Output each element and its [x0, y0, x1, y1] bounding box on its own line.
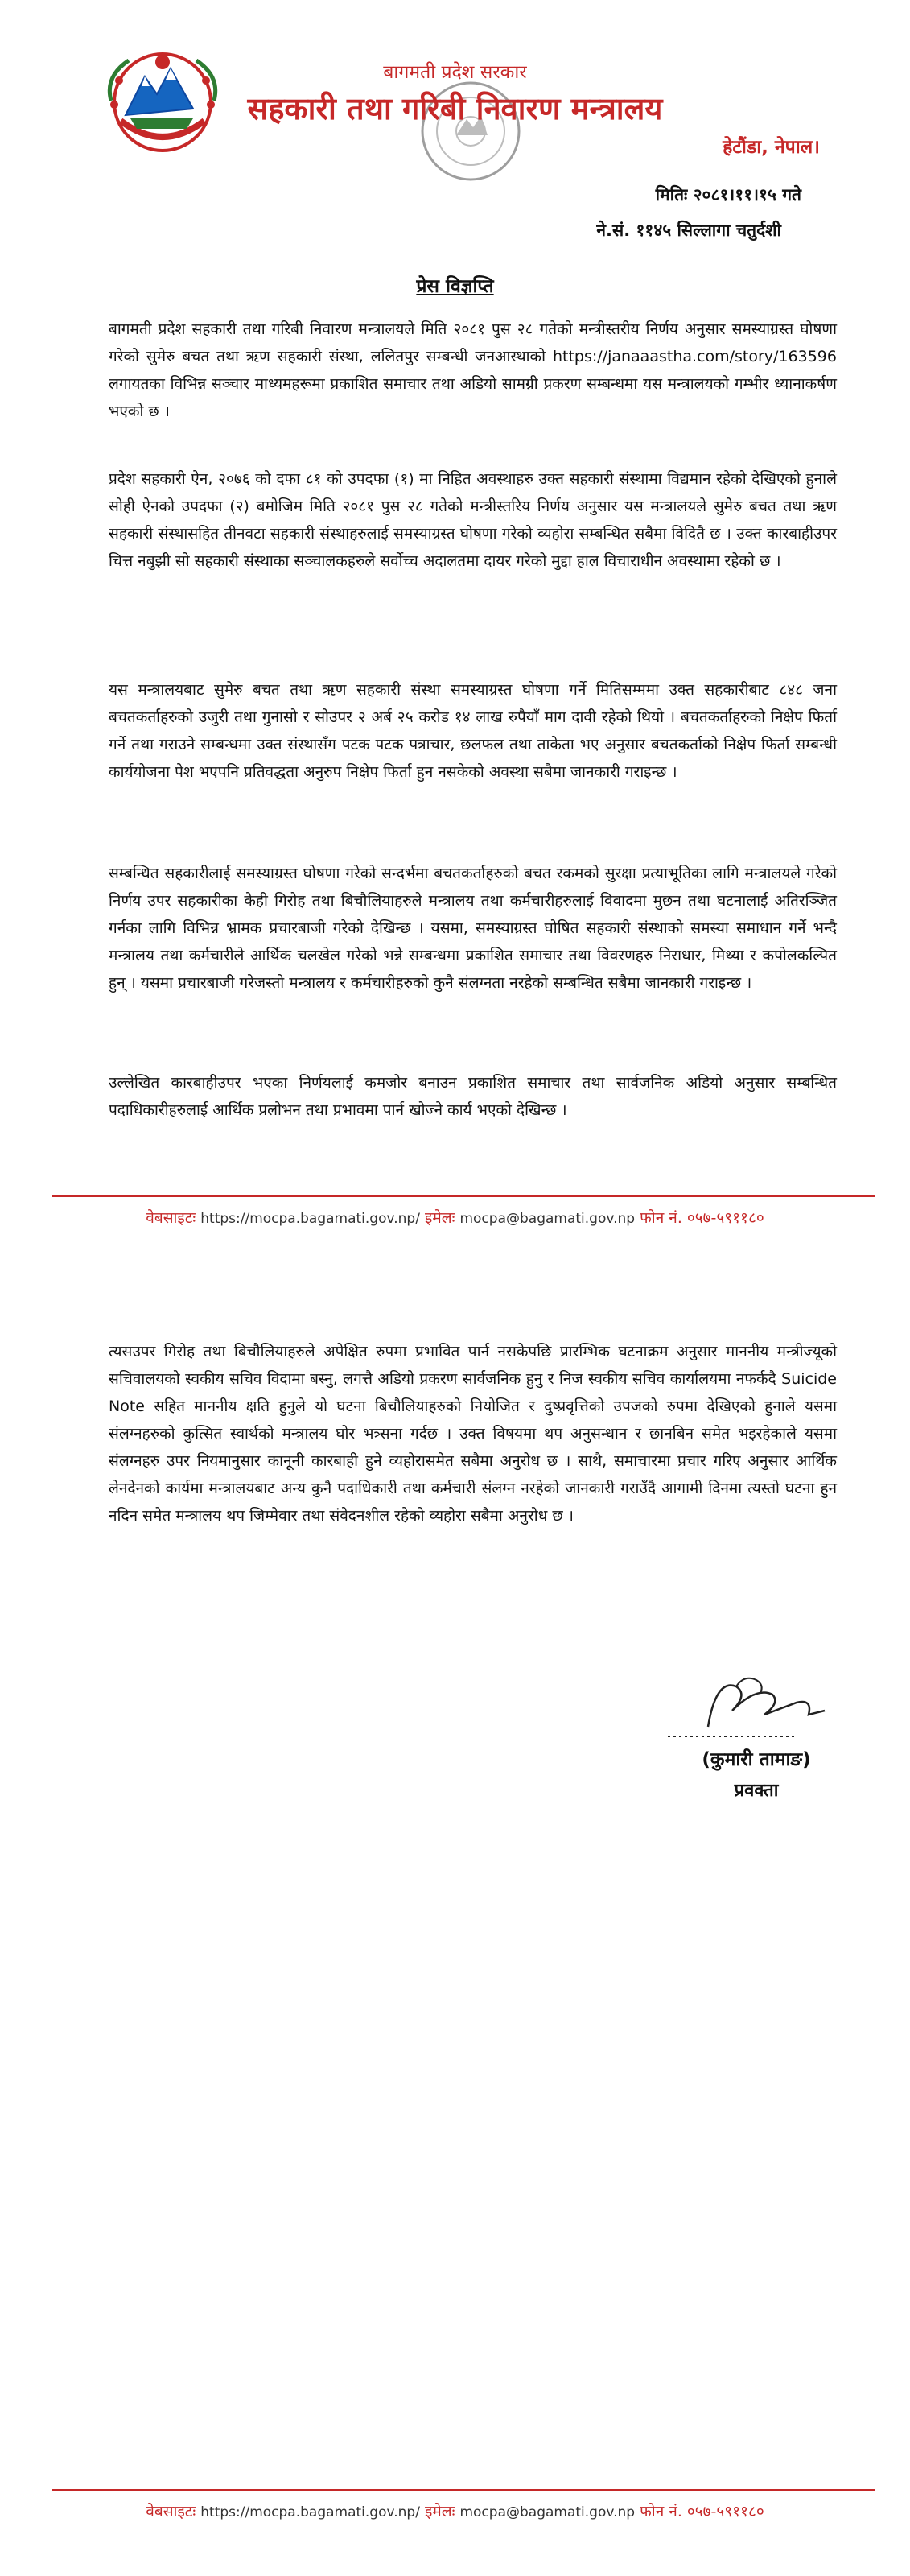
footer-rule [52, 1195, 875, 1197]
phone-label: फोन नं. [640, 1209, 682, 1227]
ministry-location: हेटौंडा, नेपाल। [723, 137, 820, 158]
nepal-sambat-line: ने.सं. ११४५ सिल्लागा चतुर्दशी [596, 221, 781, 240]
email-link[interactable]: mocpa@bagamati.gov.np [459, 1211, 636, 1227]
paragraph-2: प्रदेश सहकारी ऐन, २०७६ को दफा ८१ को उपदफा (१) मा निहित अवस्थाहरु उक्त सहकारी संस्थामा विद्यमान रहेको देखिएको हुनाले सोही ऐनको उपदफा (२) बमोजिम मिति २०८१ पुस २८ गतेको मन्त्रीस्तरिय निर्णय अनुसार यस मन्त्रालयले सुमेरु बचत तथा ऋण सहकारी संस्थासहित तीनवटा सहकारी संस्थाहरुलाई समस्याग्रस्त घोषणा गरेको व्यहोरा सम्बन्धित सबैमा विदितै छ । उक्त कारबाहीउपर चित्त नबुझी सो सहकारी संस्थाका सञ्चालकहरुले सर्वोच्च अदालतमा दायर गरेको मुद्दा हाल विचाराधीन अवस्थामा रहेको छ । [109, 470, 837, 570]
paragraph-6: त्यसउपर गिरोह तथा बिचौलियाहरुले अपेक्षित रुपमा प्रभावित पार्न नसकेपछि प्रारम्भिक घटनाक्रम अनुसार माननीय मन्त्रीज्यूको सचिवालयको स्वकीय सचिव विदामा बस्नु, लगत्तै अडियो प्रकरण सार्वजनिक हुनु र निज स्वकीय सचिव कार्यालयमा नफर्कदै Suicide Note सहित माननीय क्षति हुनुले यो घटना बिचौलियाहरुको नियोजित र दुष्प्रवृत्तिको उपजको रुपमा देखिएको हुनाले यसमा संलग्नहरुको कुत्सित स्वार्थको मन्त्रालय घोर भत्र्सना गर्दछ । उक्त विषयमा थप अनुसन्धान र छानबिन समेत भइरहेकाले यसमा संलग्नहरु उपर नियमानुसार कानूनी कारबाही हुने व्यहोरासमेत सबैमा अनुरोध छ । साथै, समाचारमा प्रचार गरिए अनुसार आर्थिक लेनदेनको कार्यमा मन्त्रालयबाट अन्य कुनै पदाधिकारी तथा कर्मचारी संलग्न नरहेको जानकारी गराउँदै आगामी दिनमा त्यस्तो घटना हुन नदिन समेत मन्त्रालय थप जिम्मेवार तथा संवेदनशील रहेको व्यहोरा सबैमा अनुरोध छ । [109, 1343, 837, 1525]
paragraph-3: यस मन्त्रालयबाट सुमेरु बचत तथा ऋण सहकारी संस्था समस्याग्रस्त घोषणा गर्ने मितिसम्ममा उक्त सहकारीबाट ८४८ जना बचतकर्ताहरुको उजुरी तथा गुनासो र सोउपर २ अर्ब २५ करोड १४ लाख रुपैयाँ माग दावी रहेको थियो । बचतकर्ताहरुको निक्षेप फिर्ता गर्ने तथा गराउने सम्बन्धमा उक्त संस्थासँग पटक पटक पत्राचार, छलफल तथा ताकेता भए अनुसार बचतकर्ताको निक्षेप फिर्ता सम्बन्धी कार्ययोजना पेश भएपनि प्रतिवद्धता अनुरुप निक्षेप फिर्ता हुन नसकेको अवस्था सबैमा जानकारी गराइन्छ । [109, 681, 837, 781]
paragraph-5: उल्लेखित कारबाहीउपर भएका निर्णयलाई कमजोर बनाउन प्रकाशित समाचार तथा सार्वजनिक अडियो अनुसार सम्बन्धित पदाधिकारीहरुलाई आर्थिक प्रलोभन तथा प्रभावमा पार्न खोज्ने कार्य भएको देखिन्छ । [109, 1074, 837, 1119]
date-line: मितिः २०८१।११।१५ गते [655, 185, 801, 204]
email-label: इमेलः [425, 2503, 455, 2520]
spokesperson-role: प्रवक्ता [734, 1781, 779, 1801]
email-label: इमेलः [425, 1209, 455, 1227]
website-label: वेबसाइटः [146, 2503, 196, 2520]
phone-label: फोन नं. [640, 2503, 682, 2520]
website-label: वेबसाइटः [146, 1209, 196, 1227]
phone-number: ०५७-५९११८० [686, 1209, 764, 1227]
paragraph-1: बागमती प्रदेश सहकारी तथा गरिबी निवारण मन्त्रालयले मिति २०८१ पुस २८ गतेको मन्त्रीस्तरीय निर्णय अनुसार समस्याग्रस्त घोषणा गरेको सुमेरु बचत तथा ऋण सहकारी संस्था, ललितपुर सम्बन्धी जनआस्थाको https://janaaastha.com/story/163596 लगायतका विभिन्न सञ्चार माध्यमहरूमा प्रकाशित समाचार तथा अडियो सामग्री प्रकरण सम्बन्धमा यस मन्त्रालयको गम्भीर ध्यानाकर्षण भएको छ । [109, 320, 837, 420]
paragraph-4: सम्बन्धित सहकारीलाई समस्याग्रस्त घोषणा गरेको सन्दर्भमा बचतकर्ताहरुको बचत रकमको सुरक्षा प्रत्याभूतिका लागि मन्त्रालयले गरेको निर्णय उपर सहकारीका केही गिरोह तथा बिचौलियाहरुले मन्त्रालय तथा कर्मचारीहरुलाई विवादमा मुछन तथा घटनालाई अतिरञ्जित गर्नका लागि विभिन्न भ्रामक प्रचारबाजी गरेको देखिन्छ । यसमा, समस्याग्रस्त घोषित सहकारी संस्थाको समस्या समाधान गर्ने भन्दै मन्त्रालय तथा कर्मचारीले आर्थिक चलखेल गरेको भन्ने सम्बन्धमा प्रकाशित समाचार तथा विवरणहरु निराधार, मिथ्या र कपोलकल्पित हुन् । यसमा प्रचारबाजी गरेजस्तो मन्त्रालय र कर्मचारीहरुको कुनै संलग्नता नरहेको सम्बन्धित सबैमा जानकारी गराइन्छ । [109, 865, 837, 992]
footer-contact [0, 2500, 910, 2521]
ministry-title: सहकारी तथा गरिबी निवारण मन्त्रालय [247, 91, 663, 126]
footer-rule [52, 2489, 875, 2491]
press-release-title: प्रेस विज्ञप्ति [416, 276, 494, 297]
email-link[interactable]: mocpa@bagamati.gov.np [459, 2504, 636, 2520]
website-link[interactable]: https://mocpa.bagamati.gov.np/ [200, 1211, 420, 1227]
phone-number: ०५७-५९११८० [686, 2503, 764, 2520]
spokesperson-name: (कुमारी तामाङ) [702, 1749, 811, 1770]
government-name: बागमती प्रदेश सरकार [383, 62, 527, 83]
footer-contact [0, 1207, 910, 1228]
website-link[interactable]: https://mocpa.bagamati.gov.np/ [200, 2504, 420, 2520]
signature-icon [660, 1670, 853, 1743]
